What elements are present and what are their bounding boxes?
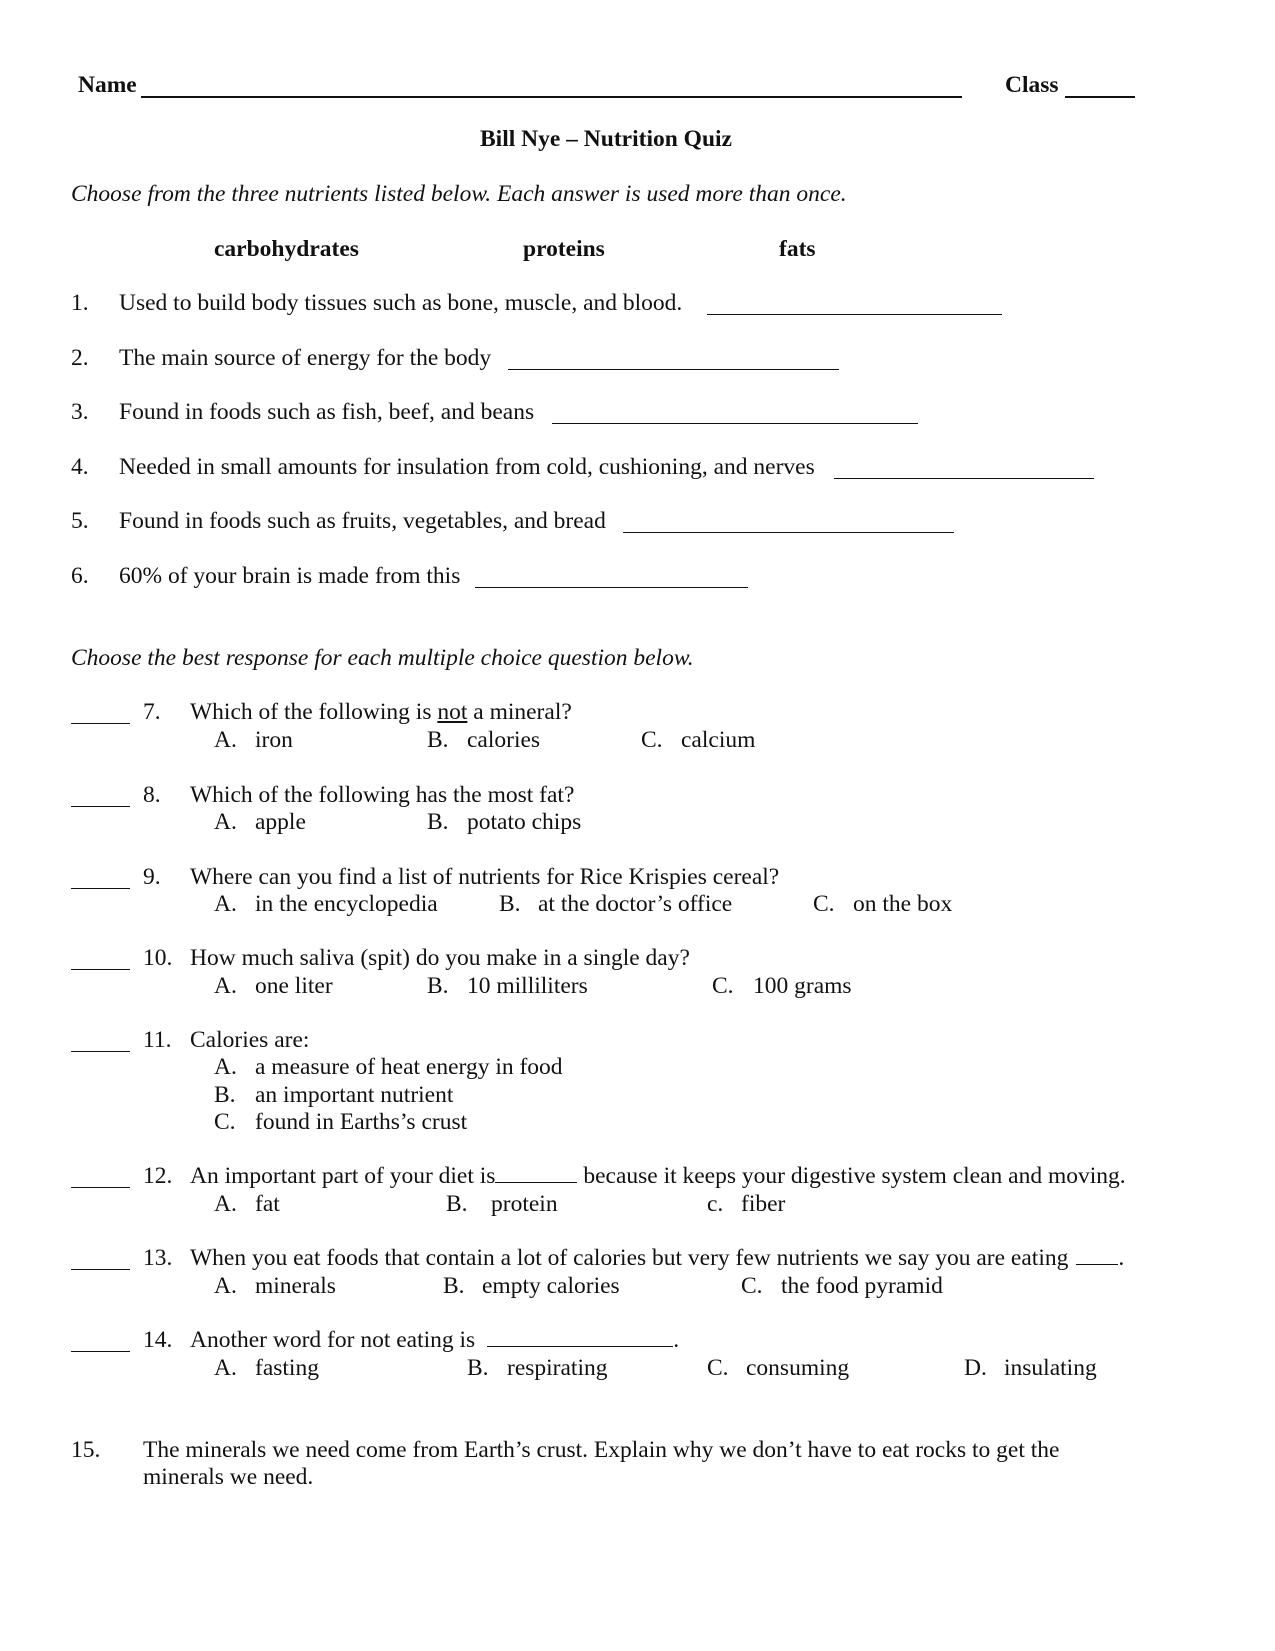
option-text: empty calories xyxy=(482,1273,620,1299)
answer-line[interactable] xyxy=(475,587,748,588)
option-letter: B. xyxy=(214,1082,236,1108)
question-text-part: a mineral? xyxy=(467,699,572,725)
option-text: a measure of heat energy in food xyxy=(255,1054,563,1080)
answer-blank[interactable] xyxy=(71,888,130,889)
class-label: Class xyxy=(1005,72,1059,98)
question-text-part: An important part of your diet is xyxy=(190,1163,496,1189)
question-number: 8. xyxy=(143,782,161,808)
word-bank-item: fats xyxy=(779,236,816,262)
option-letter: A. xyxy=(214,1273,237,1299)
option-text: an important nutrient xyxy=(255,1082,454,1108)
option-letter: A. xyxy=(214,1054,237,1080)
option-letter: c. xyxy=(707,1191,724,1217)
page-title: Bill Nye – Nutrition Quiz xyxy=(480,126,732,152)
question-text-part: Another word for not eating is xyxy=(190,1327,476,1353)
option-text: fiber xyxy=(741,1191,786,1217)
question-number: 15. xyxy=(71,1437,101,1463)
question-text: Found in foods such as fish, beef, and beans xyxy=(119,399,535,425)
answer-blank[interactable] xyxy=(71,1051,130,1052)
option-letter: B. xyxy=(443,1273,465,1299)
option-text: insulating xyxy=(1004,1355,1097,1381)
option-text: 10 milliliters xyxy=(467,973,588,999)
answer-blank[interactable] xyxy=(71,723,130,724)
question-number: 12. xyxy=(143,1163,173,1189)
answer-line[interactable] xyxy=(508,369,839,370)
question-number: 7. xyxy=(143,699,161,725)
option-text: on the box xyxy=(853,891,953,917)
question-text-part: . xyxy=(1118,1245,1125,1271)
option-letter: C. xyxy=(813,891,835,917)
answer-blank[interactable] xyxy=(71,806,130,807)
word-bank-item: proteins xyxy=(523,236,605,262)
option-letter: B. xyxy=(499,891,521,917)
question-number: 13. xyxy=(143,1245,173,1271)
question-text xyxy=(190,1329,679,1353)
question-text: Which of the following has the most fat? xyxy=(190,782,575,808)
option-text: one liter xyxy=(255,973,333,999)
question-text-part: because it keeps your digestive system clean and moving. xyxy=(577,1163,1126,1189)
answer-blank[interactable] xyxy=(71,1351,130,1352)
question-text: Used to build body tissues such as bone, muscle, and blood. xyxy=(119,290,683,316)
question-number: 10. xyxy=(143,945,173,971)
option-letter: B. xyxy=(446,1191,468,1217)
question-text: The main source of energy for the body xyxy=(119,345,492,371)
option-text: fat xyxy=(255,1191,280,1217)
answer-blank[interactable] xyxy=(71,1269,130,1270)
answer-line[interactable] xyxy=(834,478,1094,479)
question-text: Found in foods such as fruits, vegetables, and bread xyxy=(119,508,606,534)
word-bank-item: carbohydrates xyxy=(214,236,359,262)
option-text: calcium xyxy=(681,727,756,753)
option-letter: C. xyxy=(707,1355,729,1381)
inline-blank[interactable] xyxy=(487,1345,673,1347)
question-text-part: . xyxy=(673,1327,680,1353)
question-text: Calories are: xyxy=(190,1027,310,1053)
option-letter: A. xyxy=(214,809,237,835)
question-number: 1. xyxy=(71,290,89,316)
option-letter: A. xyxy=(214,973,237,999)
option-letter: A. xyxy=(214,1191,237,1217)
option-text: found in Earths’s crust xyxy=(255,1109,468,1135)
question-text xyxy=(190,1247,1124,1271)
name-input-line[interactable] xyxy=(141,96,962,98)
option-letter: B. xyxy=(467,1355,489,1381)
question-number: 9. xyxy=(143,864,161,890)
option-text: potato chips xyxy=(467,809,582,835)
class-input-line[interactable] xyxy=(1065,96,1135,98)
question-text: Needed in small amounts for insulation from cold, cushioning, and nerves xyxy=(119,454,815,480)
emphasis-text: not xyxy=(437,699,468,725)
option-letter: B. xyxy=(427,727,449,753)
option-letter: C. xyxy=(741,1273,763,1299)
section1-instructions: Choose from the three nutrients listed below. Each answer is used more than once. xyxy=(71,181,847,207)
inline-blank[interactable] xyxy=(495,1181,577,1183)
question-text-part: Which of the following is xyxy=(190,699,438,725)
option-text: iron xyxy=(255,727,293,753)
option-text: the food pyramid xyxy=(781,1273,943,1299)
answer-line[interactable] xyxy=(623,532,954,533)
question-text-part: When you eat foods that contain a lot of calories but very few nutrients we say you are eating xyxy=(190,1245,1069,1271)
option-text: fasting xyxy=(255,1355,319,1381)
option-letter: A. xyxy=(214,1355,237,1381)
option-text: at the doctor’s office xyxy=(538,891,733,917)
option-text: respirating xyxy=(507,1355,608,1381)
option-letter: B. xyxy=(427,973,449,999)
question-number: 5. xyxy=(71,508,89,534)
question-text: 60% of your brain is made from this xyxy=(119,563,461,589)
option-text: apple xyxy=(255,809,306,835)
option-letter: A. xyxy=(214,891,237,917)
option-letter: A. xyxy=(214,727,237,753)
question-text: minerals we need. xyxy=(143,1464,314,1490)
option-letter: C. xyxy=(712,973,734,999)
option-text: 100 grams xyxy=(753,973,852,999)
answer-blank[interactable] xyxy=(71,969,130,970)
option-text: minerals xyxy=(255,1273,336,1299)
option-letter: C. xyxy=(214,1109,236,1135)
question-number: 14. xyxy=(143,1327,173,1353)
section2-instructions: Choose the best response for each multiple choice question below. xyxy=(71,645,694,671)
answer-blank[interactable] xyxy=(71,1187,130,1188)
question-text xyxy=(190,701,572,725)
option-letter: D. xyxy=(964,1355,987,1381)
question-number: 4. xyxy=(71,454,89,480)
question-text: The minerals we need come from Earth’s crust. Explain why we don’t have to eat rocks to get the xyxy=(143,1437,1060,1463)
question-text: Where can you find a list of nutrients for Rice Krispies cereal? xyxy=(190,864,780,890)
option-text: consuming xyxy=(746,1355,850,1381)
answer-line[interactable] xyxy=(707,314,1002,315)
option-text: protein xyxy=(491,1191,558,1217)
name-label: Name xyxy=(78,72,137,98)
question-number: 6. xyxy=(71,563,89,589)
answer-line[interactable] xyxy=(552,423,918,424)
question-number: 2. xyxy=(71,345,89,371)
option-letter: B. xyxy=(427,809,449,835)
question-text: How much saliva (spit) do you make in a single day? xyxy=(190,945,690,971)
inline-blank[interactable] xyxy=(1076,1263,1118,1265)
option-letter: C. xyxy=(641,727,663,753)
option-text: calories xyxy=(467,727,541,753)
question-number: 11. xyxy=(143,1027,172,1053)
question-number: 3. xyxy=(71,399,89,425)
option-text: in the encyclopedia xyxy=(255,891,438,917)
question-text xyxy=(190,1165,1126,1189)
